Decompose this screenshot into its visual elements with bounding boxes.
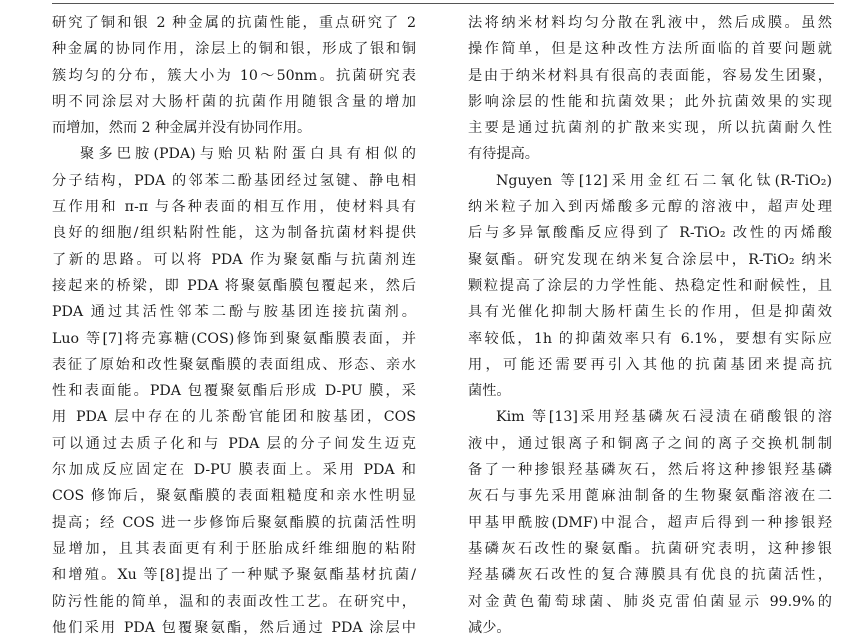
text-line: 性和表面能。PDA 包覆聚氨酯后形成 D-PU 膜，采 <box>52 383 416 400</box>
text-line: Luo 等[7]将壳寡糖(COS)修饰到聚氨酯膜表面，并 <box>52 330 416 347</box>
text-line: 而增加，然而 2 种金属并没有协同作用。 <box>52 120 312 137</box>
text-line: 可以通过去质子化和与 PDA 层的分子间发生迈克 <box>52 435 416 452</box>
text-line: 互作用和 π-π 与各种表面的相互作用，使材料具有 <box>52 199 416 216</box>
text-line: 他们采用 PDA 包覆聚氨酯，然后通过 PDA 涂层中 <box>52 619 416 636</box>
text-line: 接起来的桥梁，即 PDA 将聚氨酯膜包覆起来，然后 <box>52 277 416 294</box>
right-column <box>468 10 832 641</box>
text-line: PDA 通过其活性邻苯二酚与胺基团连接抗菌剂。 <box>52 304 416 321</box>
text-line: 液中，通过银离子和铜离子之间的离子交换机制制 <box>468 435 832 452</box>
text-line: 用 PDA 层中存在的儿茶酚官能团和胺基团，COS <box>52 409 416 426</box>
text-line: Kim 等[13]采用羟基磷灰石浸渍在硝酸银的溶 <box>496 409 832 426</box>
text-line: 减少。 <box>468 619 511 636</box>
text-line: 提高；经 COS 进一步修饰后聚氨酯膜的抗菌活性明 <box>52 514 416 531</box>
text-line: 操作简单，但是这种改性方法所面临的首要问题就 <box>468 41 832 58</box>
text-line: 簇均匀的分布，簇大小为 10～50nm。抗菌研究表 <box>52 67 416 84</box>
text-line: 分子结构，PDA 的邻苯二酚基团经过氢键、静电相 <box>52 172 416 189</box>
text-line: Nguyen 等[12]采用金红石二氧化钛(R-TiO₂) <box>496 172 832 189</box>
text-line: 用，可能还需要再引入其他的抗菌基团来提高抗 <box>468 356 832 373</box>
text-line: 和增殖。Xu 等[8]提出了一种赋予聚氨酯基材抗菌/ <box>52 567 416 584</box>
text-line: 具有光催化抑制大肠杆菌生长的作用，但是抑菌效 <box>468 304 832 321</box>
text-line: 影响涂层的性能和抗菌效果；此外抗菌效果的实现 <box>468 93 832 110</box>
text-line: 了新的思路。可以将 PDA 作为聚氨酯与抗菌剂连 <box>52 251 416 268</box>
text-line: 明不同涂层对大肠杆菌的抗菌作用随银含量的增加 <box>52 93 416 110</box>
text-line: 是由于纳米材料具有很高的表面能，容易发生团聚， <box>468 67 832 84</box>
text-line: 显增加，且其表面更有利于胚胎成纤维细胞的粘附 <box>52 540 416 557</box>
text-line: 甲基甲酰胺(DMF)中混合，超声后得到一种掺银羟 <box>468 514 832 531</box>
text-line: 良好的细胞/组织粘附性能，这为制备抗菌材料提供 <box>52 225 416 242</box>
text-line: 研究了铜和银 2 种金属的抗菌性能，重点研究了 2 <box>52 15 416 31</box>
text-line: 羟基磷灰石改性的复合薄膜具有优良的抗菌活性， <box>468 567 832 584</box>
text-line: 备了一种掺银羟基磷灰石，然后将这种掺银羟基磷 <box>468 462 832 479</box>
text-line: 灰石与事先采用蓖麻油制备的生物聚氨酯溶液在二 <box>468 488 832 505</box>
text-line: 法将纳米材料均匀分散在乳液中，然后成膜。虽然 <box>468 15 832 31</box>
text-line: 纳米粒子加入到丙烯酸多元醇的溶液中，超声处理 <box>468 199 832 216</box>
text-line: 主要是通过抗菌剂的扩散来实现，所以抗菌耐久性 <box>468 120 832 137</box>
text-line: 率较低，1h 的抑菌效率只有 6.1%，要想有实际应 <box>468 330 832 347</box>
header-rule <box>52 3 834 4</box>
text-line: 尔加成反应固定在 D-PU 膜表面上。采用 PDA 和 <box>52 462 416 479</box>
text-line: 防污性能的简单，温和的表面改性工艺。在研究中， <box>52 593 416 610</box>
text-line: 表征了原始和改性聚氨酯膜的表面组成、形态、亲水 <box>52 356 416 373</box>
text-line: 基磷灰石改性的聚氨酯。抗菌研究表明，这种掺银 <box>468 540 832 557</box>
text-line: 有待提高。 <box>468 146 539 163</box>
text-line: 菌性。 <box>468 383 511 400</box>
text-line: 颗粒提高了涂层的力学性能、热稳定性和耐候性，且 <box>468 277 832 294</box>
text-line: 聚多巴胺(PDA)与贻贝粘附蛋白具有相似的 <box>80 146 416 163</box>
text-line: 后与多异氰酸酯反应得到了 R-TiO₂ 改性的丙烯酸 <box>468 225 832 242</box>
text-line: 种金属的协同作用，涂层上的铜和银，形成了银和铜 <box>52 41 416 58</box>
text-line: 对金黄色葡萄球菌、肺炎克雷伯菌显示 99.9%的 <box>468 593 832 610</box>
left-column <box>52 10 416 641</box>
text-line: 聚氨酯。研究发现在纳米复合涂层中，R-TiO₂ 纳米 <box>468 251 832 268</box>
text-line: COS 修饰后，聚氨酯膜的表面粗糙度和亲水性明显 <box>52 488 416 505</box>
